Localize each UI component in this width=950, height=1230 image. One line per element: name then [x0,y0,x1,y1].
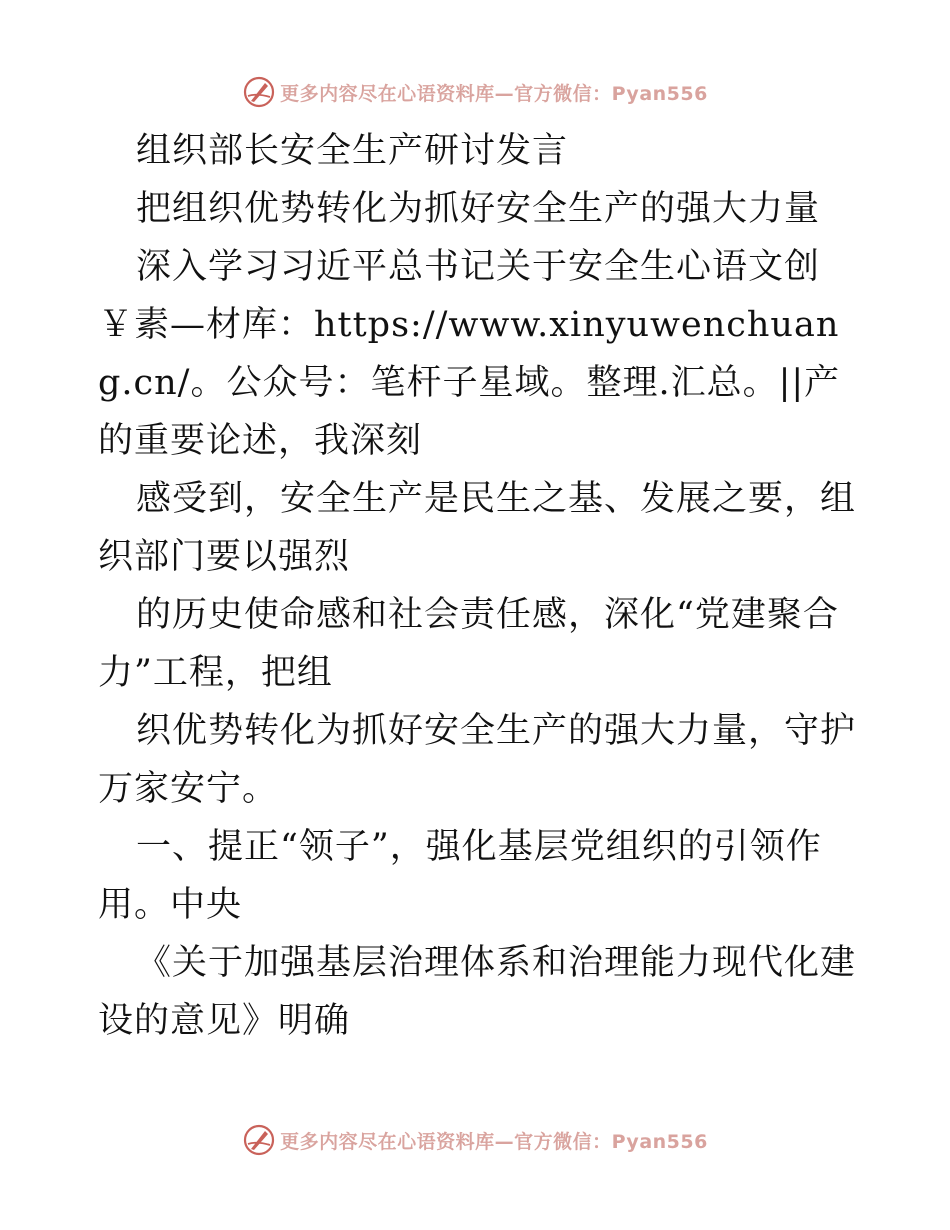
doc-paragraph: 《关于加强基层治理体系和治理能力现代化建设的意见》明确 [98,943,857,1041]
doc-title: 组织部长安全生产研讨发言 [136,131,569,171]
doc-paragraph: 的历史使命感和社会责任感，深化“党建聚合力”工程，把组 [98,595,839,693]
watermark-header [0,70,950,114]
quill-pen-logo-icon [242,1123,276,1157]
doc-paragraph: 感受到，安全生产是民生之基、发展之要，组织部门要以强烈 [98,479,857,577]
document-body [98,122,858,1050]
doc-subtitle: 把组织优势转化为抓好安全生产的强大力量 [136,189,821,229]
quill-pen-logo-icon [242,75,276,109]
doc-paragraph: 织优势转化为抓好安全生产的强大力量，守护万家安宁。 [98,711,857,809]
watermark-text: 更多内容尽在心语资料库—官方微信：Pyan556 [280,1130,708,1153]
watermark-footer [0,1118,950,1162]
doc-section-heading: 一、提正“领子”，强化基层党组织的引领作用。中央 [98,827,822,925]
watermark-text: 更多内容尽在心语资料库—官方微信：Pyan556 [280,82,708,105]
doc-paragraph: 深入学习习近平总书记关于安全生心语文创￥素—材库：https://www.xinyuwenchuang.cn/。公众号：笔杆子星域。整理.汇总。||产的重要论述，我深刻 [98,247,841,461]
